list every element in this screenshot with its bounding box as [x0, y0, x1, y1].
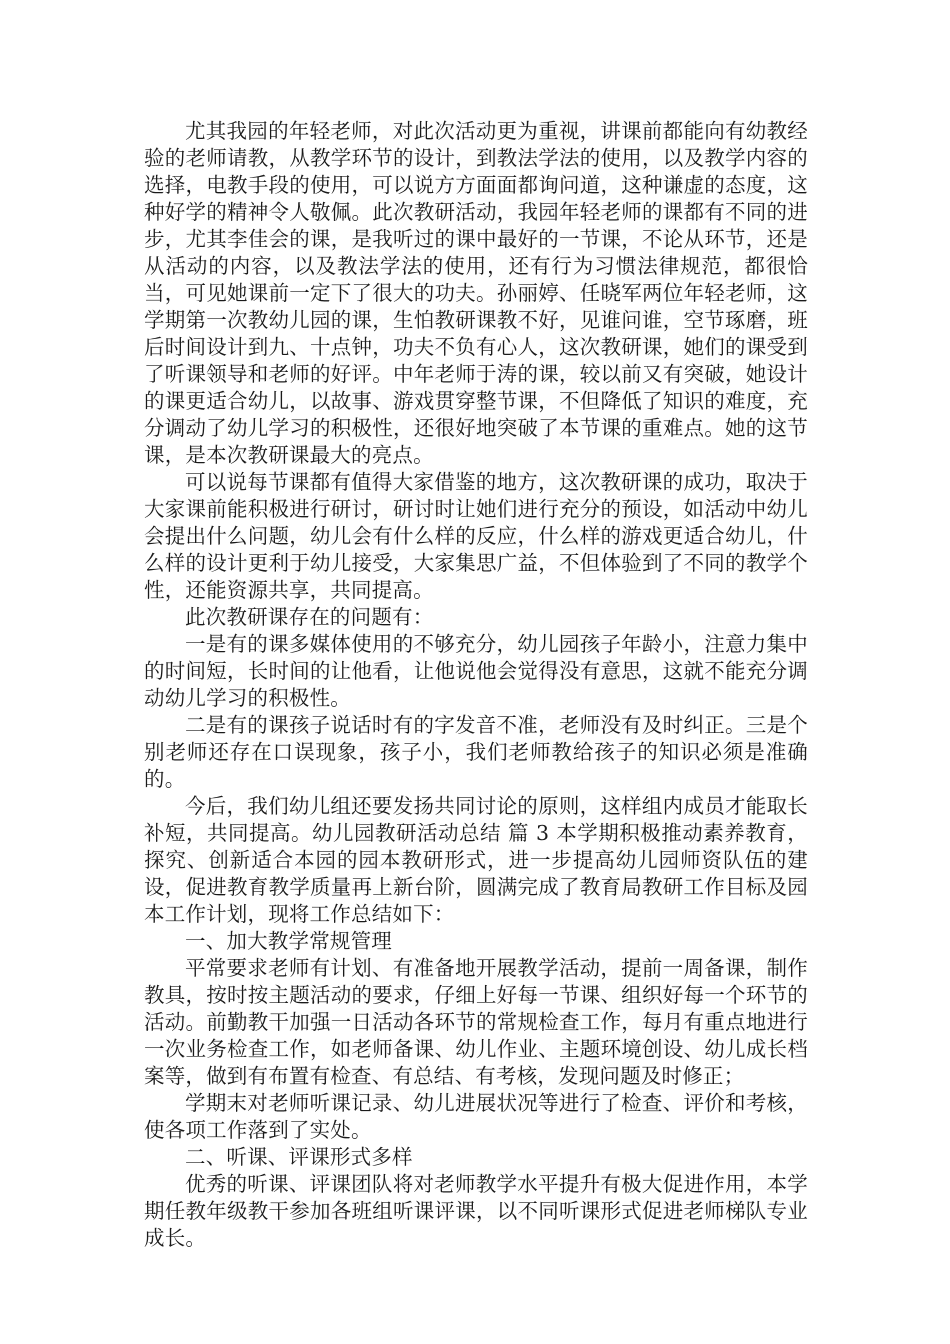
paragraph-term-end-review: 学期末对老师听课记录、幼儿进展状况等进行了检查、评价和考核，使各项工作落到了实处。	[144, 1091, 808, 1142]
paragraph-young-teachers: 尤其我园的年轻老师，对此次活动更为重视，讲课前都能向有幼教经验的老师请教，从教学环节的设计，到教法学法的使用，以及教学内容的选择，电教手段的使用，可以说方方面面都询问道，这种谦虚的态度，这种好学的精神令人敬佩。此次教研活动，我园年轻老师的课都有不同的进步，尤其李佳会的课，是我听过的课中最好的一节课，不论从环节，还是从活动的内容，以及教法学法的使用，还有行为习惯法律规范，都很恰当，可见她课前一定下了很大的功夫。孙丽婷、任晓军两位年轻老师，这学期第一次教幼儿园的课，生怕教研课教不好，见谁问谁，空节琢磨，班后时间设计到九、十点钟，功夫不负有心人，这次教研课，她们的课受到了听课领导和老师的好评。中年老师于涛的课，较以前又有突破，她设计的课更适合幼儿，以故事、游戏贯穿整节课，不但降低了知识的难度，充分调动了幼儿学习的积极性，还很好地突破了本节课的重难点。她的这节课，是本次教研课最大的亮点。	[144, 119, 808, 467]
paragraph-routine-requirements: 平常要求老师有计划、有准备地开展教学活动，提前一周备课，制作教具，按时按主题活动的要求，仔细上好每一节课、组织好每一个环节的活动。前勤教干加强一日活动各环节的常规检查工作，每月有重点地进行一次业务检查工作，如老师备课、幼儿作业、主题环境创设、幼儿成长档案等，做到有布置有检查、有总结、有考核，发现问题及时修正；	[144, 956, 808, 1088]
section-heading-routine-management: 一、加大教学常规管理	[185, 929, 392, 953]
paragraph-problem-two-three: 二是有的课孩子说话时有的字发音不准，老师没有及时纠正。三是个别老师还存在口误现象，孩子小，我们老师教给孩子的知识必须是准确的。	[144, 713, 808, 791]
paragraph-problem-one: 一是有的课多媒体使用的不够充分，幼儿园孩子年龄小，注意力集中的时间短，长时间的让他看，让他说他会觉得没有意思，这就不能充分调动幼儿学习的积极性。	[144, 632, 808, 710]
paragraph-lesson-success: 可以说每节课都有值得大家借鉴的地方，这次教研课的成功，取决于大家课前能积极进行研讨，研讨时让她们进行充分的预设，如活动中幼儿会提出什么问题，幼儿会有什么样的反应，什么样的游戏更适合幼儿，什么样的设计更利于幼儿接受，大家集思广益，不但体验到了不同的教学个性，还能资源共享，共同提高。	[144, 470, 808, 602]
paragraph-lesson-observation: 优秀的听课、评课团队将对老师教学水平提升有极大促进作用，本学期任教年级教干参加各班组听课评课，以不同听课形式促进老师梯队专业成长。	[144, 1172, 808, 1250]
document-body	[144, 118, 808, 1252]
paragraph-future-summary: 今后，我们幼儿组还要发扬共同讨论的原则，这样组内成员才能取长补短，共同提高。幼儿园教研活动总结 篇 3 本学期积极推动素养教育，探究、创新适合本园的园本教研形式，进一步提高幼儿园师资队伍的建设，促进教育教学质量再上新台阶，圆满完成了教育局教研工作目标及园本工作计划，现将工作总结如下：	[144, 794, 808, 926]
section-heading-lesson-observation: 二、听课、评课形式多样	[185, 1145, 413, 1169]
paragraph-problems-intro: 此次教研课存在的问题有：	[185, 605, 434, 629]
